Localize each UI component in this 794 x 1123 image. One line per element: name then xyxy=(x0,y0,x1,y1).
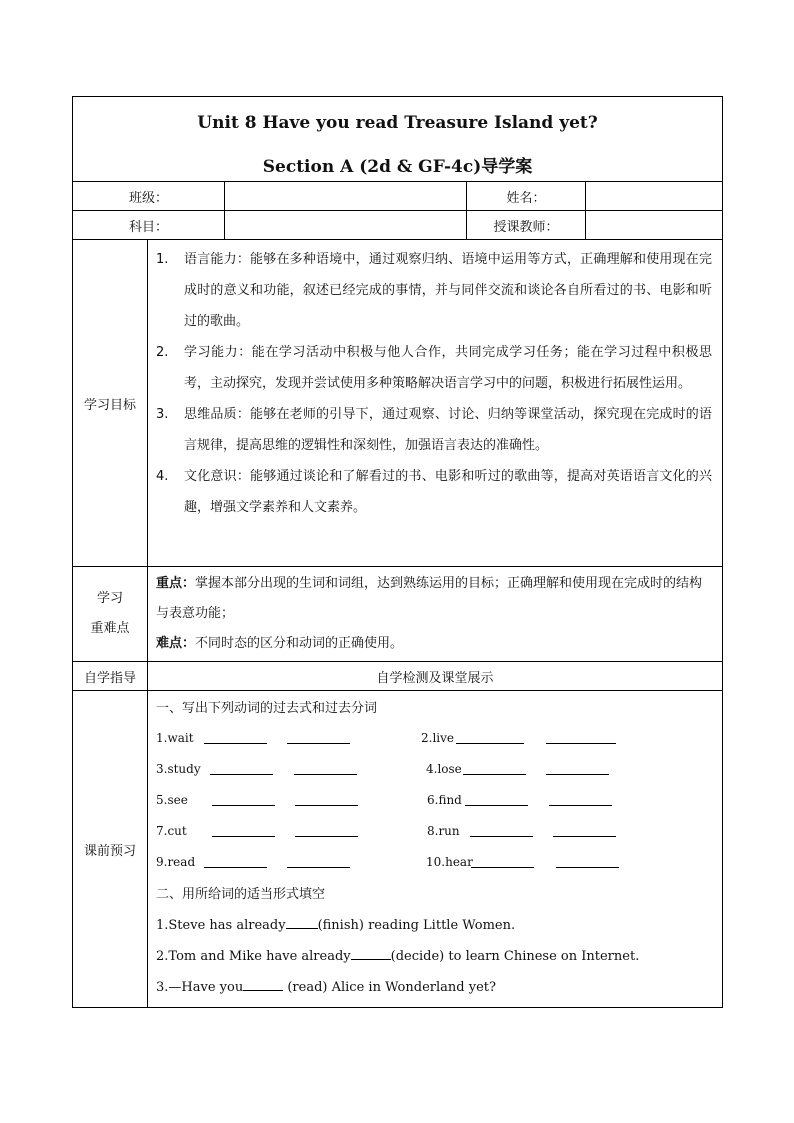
section-title: Section A (2d & GF-4c)导学案 xyxy=(262,157,533,177)
verb-label: 2.live xyxy=(421,731,455,745)
exercise-2 xyxy=(156,941,714,972)
unit-title: Unit 8 Have you read Treasure Island yet? xyxy=(197,113,598,133)
past-participle-blank[interactable] xyxy=(295,793,358,806)
past-tense-blank[interactable] xyxy=(470,824,533,837)
past-tense-blank[interactable] xyxy=(212,793,275,806)
objective-item xyxy=(156,399,712,461)
objective-item xyxy=(156,337,712,399)
exercise-3 xyxy=(156,972,714,1003)
exercise-3-blank[interactable] xyxy=(243,978,283,991)
name-field[interactable] xyxy=(586,182,723,211)
exercise-3-start: 3.—Have you xyxy=(156,980,244,995)
past-tense-blank[interactable] xyxy=(471,855,534,868)
key-points-label-line2: 重难点 xyxy=(90,621,130,636)
key-points-label-line1: 学习 xyxy=(96,591,123,606)
exercise-1-blank[interactable] xyxy=(286,916,318,929)
difficulty-point xyxy=(156,629,714,659)
worksheet-table xyxy=(72,96,723,1008)
worksheet xyxy=(72,96,722,1008)
past-participle-blank[interactable] xyxy=(549,793,612,806)
objectives-list xyxy=(148,240,723,567)
objectives-label: 学习目标 xyxy=(73,240,148,567)
title-cell xyxy=(73,97,723,182)
objective-number: 4. xyxy=(156,469,169,484)
past-participle-blank[interactable] xyxy=(553,824,616,837)
past-tense-blank[interactable] xyxy=(463,762,526,775)
past-participle-blank[interactable] xyxy=(287,731,350,744)
teacher-field[interactable] xyxy=(586,211,723,240)
past-participle-blank[interactable] xyxy=(556,855,619,868)
past-participle-blank[interactable] xyxy=(287,855,350,868)
exercise-1 xyxy=(156,910,714,941)
verb-label: 7.cut xyxy=(156,824,187,838)
exercise-3-end: (read) Alice in Wonderland yet? xyxy=(283,980,496,995)
past-participle-blank[interactable] xyxy=(295,824,358,837)
verb-label: 9.read xyxy=(156,855,196,869)
past-participle-blank[interactable] xyxy=(294,762,357,775)
past-tense-blank[interactable] xyxy=(210,762,273,775)
focus-label: 重点： xyxy=(156,576,196,591)
verb-row xyxy=(156,848,714,879)
focus-text: 掌握本部分出现的生词和词组，达到熟练运用的目标；正确理解和使用现在完成时的结构与表意功能； xyxy=(156,576,703,621)
verb-row xyxy=(156,755,714,786)
verb-label: 3.study xyxy=(156,762,201,776)
exercise-2-blank[interactable] xyxy=(351,947,391,960)
verb-label: 5.see xyxy=(156,793,188,807)
verb-label: 6.find xyxy=(427,793,462,807)
verb-label: 4.lose xyxy=(426,762,462,776)
objective-item xyxy=(156,461,712,523)
objective-text: 语言能力：能够在多种语境中，通过观察归纳、语境中运用等方式，正确理解和使用现在完成时的意义和功能，叙述已经完成的事情，并与同伴交流和谈论各自所看过的书、电影和听过的歌曲。 xyxy=(184,252,713,329)
verb-row xyxy=(156,724,714,755)
class-field[interactable] xyxy=(225,182,467,211)
section1-title: 一、写出下列动词的过去式和过去分词 xyxy=(156,701,378,716)
difficulty-text: 不同时态的区分和动词的正确使用。 xyxy=(195,636,404,651)
objective-number: 2. xyxy=(156,345,169,360)
preview-content xyxy=(148,691,723,1008)
past-tense-blank[interactable] xyxy=(465,793,528,806)
objective-text: 文化意识：能够通过谈论和了解看过的书、电影和听过的歌曲等，提高对英语语言文化的兴趣，增强文学素养和人文素养。 xyxy=(184,469,713,515)
verb-row xyxy=(156,817,714,848)
objective-number: 3. xyxy=(156,407,169,422)
focus-point xyxy=(156,569,714,629)
section2-title: 二、用所给词的适当形式填空 xyxy=(156,887,326,902)
past-tense-blank[interactable] xyxy=(204,731,267,744)
exercise-2-end: (decide) to learn Chinese on Internet. xyxy=(390,949,640,964)
past-participle-blank[interactable] xyxy=(546,762,609,775)
subject-field[interactable] xyxy=(225,211,467,240)
name-label: 姓名： xyxy=(467,182,586,211)
past-participle-blank[interactable] xyxy=(546,731,616,744)
exercise-1-start: 1.Steve has already xyxy=(156,918,286,933)
verb-row xyxy=(156,786,714,817)
past-tense-blank[interactable] xyxy=(456,731,524,744)
subject-label: 科目： xyxy=(73,211,225,240)
objective-text: 学习能力：能在学习活动中积极与他人合作，共同完成学习任务；能在学习过程中积极思考，主动探究，发现并尝试使用多种策略解决语言学习中的问题，积极进行拓展性运用。 xyxy=(184,345,713,391)
verb-label: 1.wait xyxy=(156,731,194,745)
preview-label: 课前预习 xyxy=(73,691,148,1008)
past-tense-blank[interactable] xyxy=(212,824,275,837)
difficulty-label: 难点： xyxy=(156,636,196,651)
class-label: 班级： xyxy=(73,182,225,211)
key-points-content xyxy=(148,567,723,662)
self-study-label: 自学指导 xyxy=(73,662,148,691)
past-tense-blank[interactable] xyxy=(204,855,267,868)
objective-text: 思维品质：能够在老师的引导下，通过观察、讨论、归纳等课堂活动，探究现在完成时的语言规律，提高思维的逻辑性和深刻性，加强语言表达的准确性。 xyxy=(184,407,713,453)
exercise-2-start: 2.Tom and Mike have already xyxy=(156,949,351,964)
objective-item xyxy=(156,244,712,337)
teacher-label: 授课教师： xyxy=(467,211,586,240)
exercise-1-end: (finish) reading Little Women. xyxy=(317,918,516,933)
verb-label: 10.hear xyxy=(426,855,473,869)
verb-label: 8.run xyxy=(427,824,460,838)
self-study-heading: 自学检测及课堂展示 xyxy=(148,662,723,691)
objective-number: 1. xyxy=(156,252,169,267)
key-points-label xyxy=(73,567,148,662)
